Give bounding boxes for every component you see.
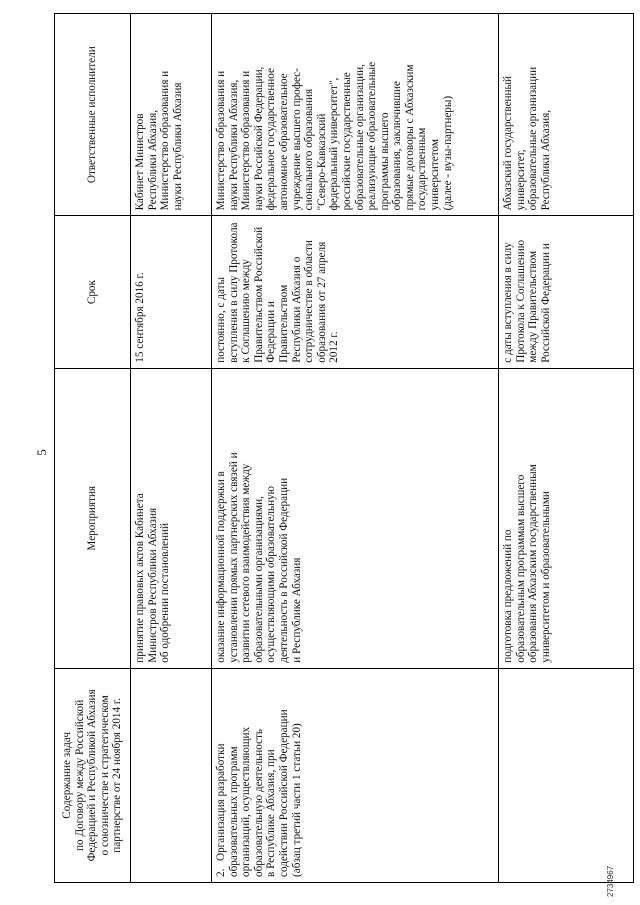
header-executors: Ответственные исполнители xyxy=(55,14,131,216)
table-row xyxy=(130,14,211,883)
task-cell xyxy=(211,668,498,882)
header-activity: Мероприятия xyxy=(55,368,131,668)
plan-table xyxy=(54,13,634,883)
row-number: 2. xyxy=(214,868,227,877)
task-text: Организация разработки образовательных программ организаций, осуществляющих образовательную деятельность в Республике Абхазия, при содействии Российской Федерации (абзац третий части 1 статьи 20) xyxy=(214,709,303,877)
task-cell xyxy=(498,668,633,882)
task-cell xyxy=(130,668,211,882)
document-id: 2734967 xyxy=(606,865,615,897)
activity-cell: принятие правовых актов Кабинета Министров Республики Абхазия об одобрении постановлений xyxy=(130,368,211,668)
page-number: 5 xyxy=(34,449,49,456)
header-deadline: Срок xyxy=(55,216,131,368)
deadline-cell: с даты вступления в силу Протокола к Соглашению между Правительством Российской Федерации и xyxy=(498,216,633,368)
activity-cell: подготовка предложений по образовательным программам высшего образования Абхазским государственным университетом и образовательными xyxy=(498,368,633,668)
executors-cell: Абхазский государственный университет, образовательные организации Республики Абхазия, xyxy=(498,14,633,216)
table-header-row xyxy=(55,14,131,883)
executors-cell: Министерство образования и науки Республики Абхазия, Министерство образования и науки Российской Федерации, федеральное государственное автономное образовательное учреждение высшего профес- сионального образования "Северо-Кавказский федеральный университет", российские государственные образовательные организации, реализующие образовательные программы высшего образования, заключившие прямые договоры с Абхазским государственным университетом (далее - вузы-партнеры) xyxy=(211,14,498,216)
table-row xyxy=(498,14,633,883)
header-task: Содержание задач по Договору между Российской Федерацией и Республикой Абхазия о союзничестве и стратегическом партнерстве от 24 ноября 2014 г. xyxy=(55,668,131,882)
table-row xyxy=(211,14,498,883)
activity-cell: оказание информационной поддержки в установлении прямых партнерских связей и развитии сетевого взаимодействия между образовательными организациями, осуществляющими образовательную деятельность в Российской Федерации и Республике Абхазия xyxy=(211,368,498,668)
executors-cell: Кабинет Министров Республики Абхазия, Министерство образования и науки Республики Абхазия xyxy=(130,14,211,216)
deadline-cell: постоянно, с даты вступления в силу Протокола к Соглашению между Правительством Российской Федерации и Правительством Республики Абхазия о сотрудничестве в области образования от 27 апреля 2012 г. xyxy=(211,216,498,368)
deadline-cell: 15 сентября 2016 г. xyxy=(130,216,211,368)
